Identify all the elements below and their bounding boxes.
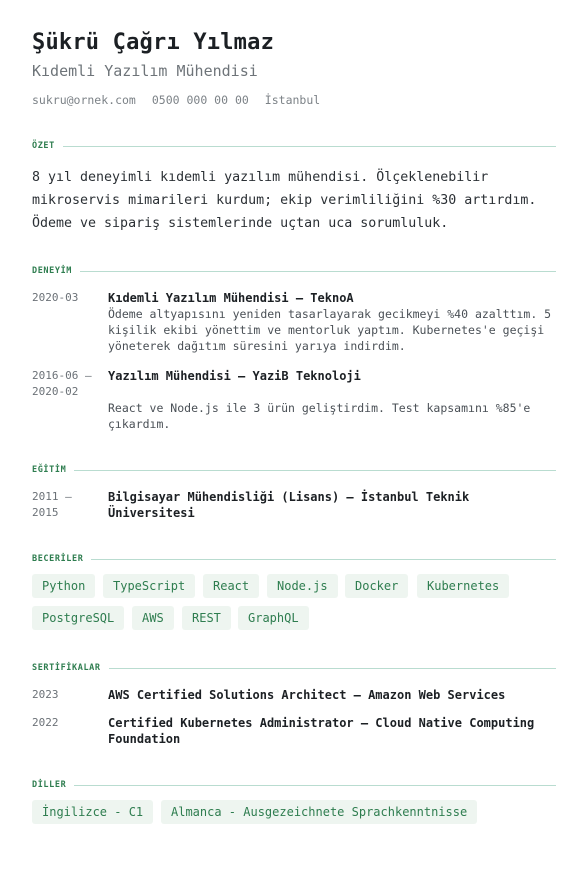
experience-desc: Ödeme altyapısını yeniden tasarlayarak gecikmeyi %40 azalttım. 5 kişilik ekibi yönettim ve mentorluk yaptım. Kubernetes'e geçişi yöneterek dağıtım süresini yarıya indirdim. [108,307,552,353]
experience-date: 2020-03 [32,291,79,304]
skill-chip: Python [32,574,95,598]
phone-text: 0500 000 00 00 [151,93,249,107]
section-divider [74,470,556,471]
section-summary-label: ÖZET [32,141,55,151]
section-skills-header [32,552,556,566]
person-name: Şükrü Çağrı Yılmaz [32,30,275,55]
cert-year: 2022 [32,716,59,729]
skill-chip: GraphQL [238,606,309,630]
skill-chip: PostgreSQL [32,606,124,630]
skill-chip: Kubernetes [417,574,509,598]
education-heading: Bilgisayar Mühendisliği (Lisans) — İstanbul Teknik Üniversitesi [108,490,470,520]
section-divider [63,146,556,147]
experience-date: 2016-06 – 2020-02 [32,369,92,398]
experience-heading: Kıdemli Yazılım Mühendisi — TeknoA [108,291,354,305]
section-experience-label: DENEYİM [32,266,73,276]
language-chip: İngilizce - C1 [32,800,153,824]
city-text: İstanbul [264,93,321,107]
section-divider [109,668,556,669]
skill-chip: Node.js [267,574,338,598]
email-text[interactable]: sukru@ornek.com [32,93,136,107]
experience-desc: React ve Node.js ile 3 ürün geliştirdim. Test kapsamını %85'e çıkardım. [108,401,531,431]
education-date: 2011 – 2015 [32,490,72,519]
section-education-label: EĞİTİM [32,465,67,475]
section-languages-header [32,778,556,792]
cert-heading: AWS Certified Solutions Architect — Amazon Web Services [108,688,506,702]
skill-chip: AWS [132,606,174,630]
section-divider [91,559,556,560]
summary-text: 8 yıl deneyimli kıdemli yazılım mühendisi. Ölçeklenebilir mikroservis mimarileri kurdum; ekip verimliliğini %30 artırdım. Ödeme ve sipariş sistemlerinde uçtan uca sorumluluk. [32,170,537,231]
skill-chip: REST [182,606,231,630]
section-certs-header [32,661,556,675]
job-title: Kıdemli Yazılım Mühendisi [32,62,258,80]
language-chip: Almanca - Ausgezeichnete Sprachkenntnisse [161,800,477,824]
skill-chip: TypeScript [103,574,195,598]
section-skills-label: BECERİLER [32,554,84,564]
skill-chip: Docker [345,574,408,598]
section-summary-header [32,139,556,153]
skill-chip: React [203,574,259,598]
section-divider [74,785,556,786]
section-languages-label: DİLLER [32,780,67,790]
cert-heading: Certified Kubernetes Administrator — Cloud Native Computing Foundation [108,716,535,746]
experience-heading: Yazılım Mühendisi — YaziB Teknoloji [108,369,361,383]
contact-line [32,93,320,107]
section-education-header [32,463,556,477]
section-experience-header [32,264,556,278]
cert-year: 2023 [32,688,59,701]
section-certs-label: SERTİFİKALAR [32,663,101,673]
section-divider [80,271,556,272]
